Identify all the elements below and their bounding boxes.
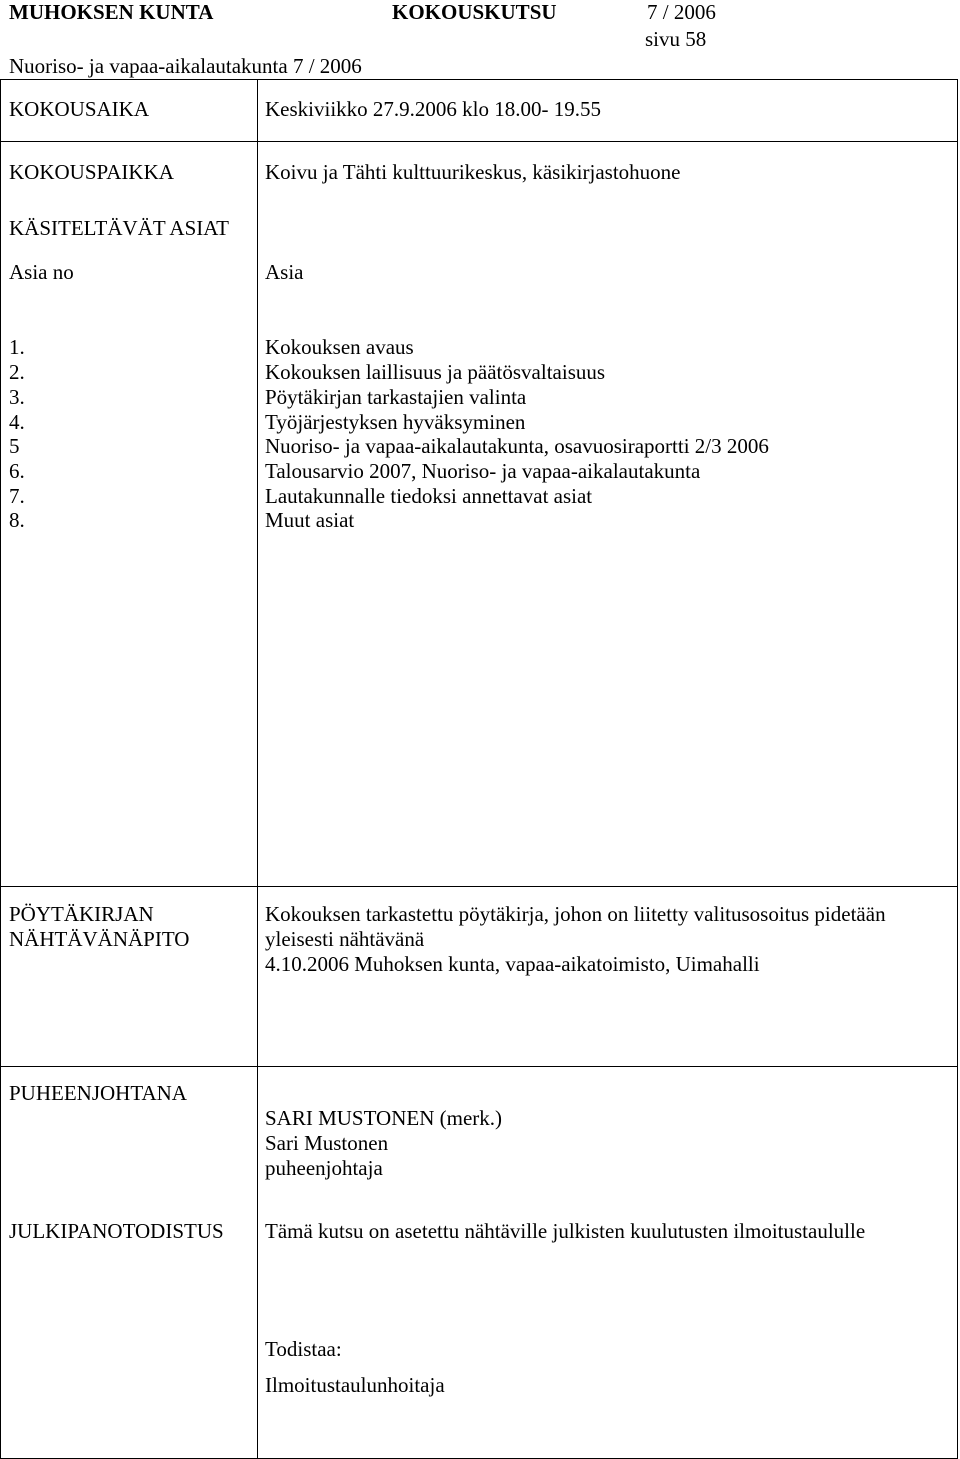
agenda-item-number: 3. <box>9 385 25 409</box>
notice-text: Tämä kutsu on asetettu nähtäville julkisten kuulutusten ilmoitustaululle <box>265 1219 866 1243</box>
minutes-display-label-1: PÖYTÄKIRJAN <box>9 902 154 926</box>
agenda-item-text: Muut asiat <box>265 508 355 532</box>
chair-name: Sari Mustonen <box>265 1131 389 1155</box>
notice-label: JULKIPANOTODISTUS <box>9 1219 224 1243</box>
agenda-section-label: KÄSITELTÄVÄT ASIAT <box>9 216 229 240</box>
agenda-column-no: Asia no <box>9 260 74 284</box>
meeting-number: 7 / 2006 <box>647 0 716 24</box>
minutes-display-text-3: 4.10.2006 Muhoksen kunta, vapaa-aikatoimisto, Uimahalli <box>265 952 760 976</box>
page-number: sivu 58 <box>645 27 707 51</box>
minutes-display-text-1: Kokouksen tarkastettu pöytäkirja, johon on liitetty valitusosoitus pidetään <box>265 902 886 926</box>
committee-name: Nuoriso- ja vapaa-aikalautakunta 7 / 2006 <box>9 54 362 78</box>
chair-signed-line: SARI MUSTONEN (merk.) <box>265 1106 503 1130</box>
agenda-item-number: 8. <box>9 508 25 532</box>
municipality-name: MUHOKSEN KUNTA <box>9 0 214 24</box>
agenda-item-text: Talousarvio 2007, Nuoriso- ja vapaa-aikalautakunta <box>265 459 701 483</box>
table-top-border <box>0 79 958 80</box>
chair-label: PUHEENJOHTANA <box>9 1081 187 1105</box>
notice-certifier: Ilmoitustaulunhoitaja <box>265 1373 445 1397</box>
agenda-item-text: Kokouksen laillisuus ja päätösvaltaisuus <box>265 360 606 384</box>
agenda-item-text: Pöytäkirjan tarkastajien valinta <box>265 385 527 409</box>
document-type: KOKOUSKUTSU <box>392 0 557 24</box>
row-divider-minutes <box>0 1066 958 1067</box>
agenda-item-number: 7. <box>9 484 25 508</box>
chair-title: puheenjohtaja <box>265 1156 383 1180</box>
minutes-display-text-2: yleisesti nähtävänä <box>265 927 425 951</box>
notice-certify: Todistaa: <box>265 1337 342 1361</box>
agenda-column-topic: Asia <box>265 260 304 284</box>
meeting-time-value: Keskiviikko 27.9.2006 klo 18.00- 19.55 <box>265 97 601 121</box>
meeting-place-label: KOKOUSPAIKKA <box>9 160 174 184</box>
minutes-display-label-2: NÄHTÄVÄNÄPITO <box>9 927 190 951</box>
agenda-item-text: Nuoriso- ja vapaa-aikalautakunta, osavuosiraportti 2/3 2006 <box>265 434 769 458</box>
agenda-item-number: 4. <box>9 410 25 434</box>
table-left-border <box>0 79 1 1459</box>
column-divider <box>257 79 258 1459</box>
row-divider-agenda <box>0 886 958 887</box>
agenda-item-text: Lautakunnalle tiedoksi annettavat asiat <box>265 484 593 508</box>
table-right-border <box>957 79 958 1459</box>
meeting-time-label: KOKOUSAIKA <box>9 97 149 121</box>
agenda-item-number: 2. <box>9 360 25 384</box>
agenda-item-number: 6. <box>9 459 25 483</box>
agenda-item-text: Kokouksen avaus <box>265 335 414 359</box>
agenda-item-number: 5 <box>9 434 20 458</box>
agenda-item-number: 1. <box>9 335 25 359</box>
meeting-place-value: Koivu ja Tähti kulttuurikeskus, käsikirjastohuone <box>265 160 681 184</box>
agenda-item-text: Työjärjestyksen hyväksyminen <box>265 410 526 434</box>
row-divider-time <box>0 141 958 142</box>
